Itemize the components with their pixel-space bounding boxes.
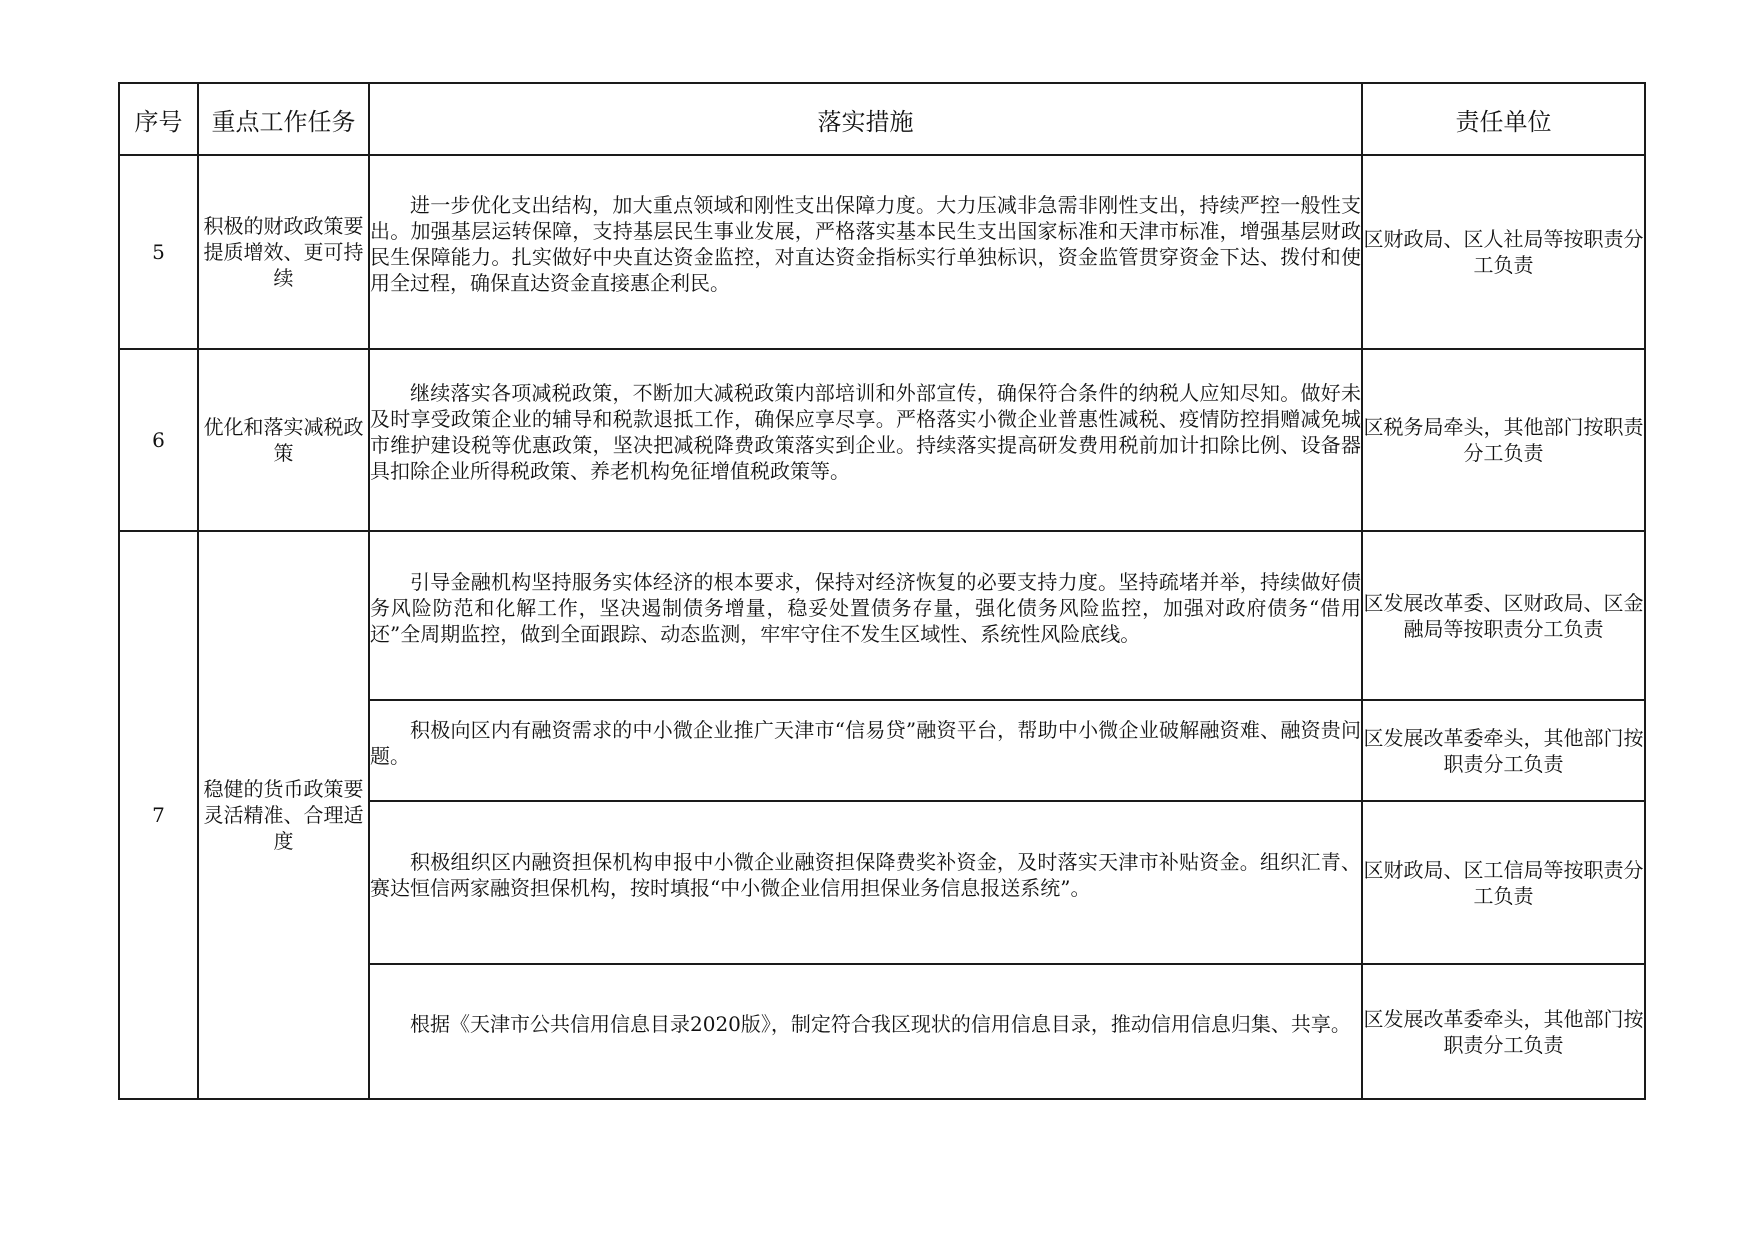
measure-text: 继续落实各项减税政策，不断加大减税政策内部培训和外部宣传，确保符合条件的纳税人应知尽知。做好未及时享受政策企业的辅导和税款退抵工作，确保应享尽享。严格落实小微企业普惠性减税、疫情防控捐赠减免城市维护建设税等优惠政策，坚决把减税降费政策落实到企业。持续落实提高研发费用税前加计扣除比例、设备器具扣除企业所得税政策、养老机构免征增值税政策等。 xyxy=(370,381,1361,483)
table-row xyxy=(119,531,1645,700)
row-number: 7 xyxy=(119,531,198,1099)
unit-cell: 区发展改革委牵头，其他部门按职责分工负责 xyxy=(1362,700,1645,801)
measure-text: 进一步优化支出结构，加大重点领域和刚性支出保障力度。大力压减非急需非刚性支出，持续严控一般性支出。加强基层运转保障，支持基层民生事业发展，严格落实基本民生支出国家标准和天津市标准，增强基层财政民生保障能力。扎实做好中央直达资金监控，对直达资金指标实行单独标识，资金监管贯穿资金下达、拨付和使用全过程，确保直达资金直接惠企利民。 xyxy=(370,193,1361,295)
measure-text: 积极向区内有融资需求的中小微企业推广天津市“信易贷”融资平台，帮助中小微企业破解融资难、融资贵问题。 xyxy=(370,717,1361,768)
table-row xyxy=(119,155,1645,349)
measure-cell xyxy=(369,801,1362,964)
measure-cell xyxy=(369,700,1362,801)
header-task: 重点工作任务 xyxy=(198,83,369,155)
header-row xyxy=(119,83,1645,155)
measure-text: 引导金融机构坚持服务实体经济的根本要求，保持对经济恢复的必要支持力度。坚持疏堵并举，持续做好债务风险防范和化解工作，坚决遏制债务增量，稳妥处置债务存量，强化债务风险监控，加强对政府债务“借用还”全周期监控，做到全面跟踪、动态监测，牢牢守住不发生区域性、系统性风险底线。 xyxy=(370,569,1361,646)
task-table xyxy=(118,82,1646,1100)
measure-cell xyxy=(369,531,1362,700)
unit-cell: 区发展改革委牵头，其他部门按职责分工负责 xyxy=(1362,964,1645,1099)
unit-cell: 区税务局牵头，其他部门按职责分工负责 xyxy=(1362,349,1645,531)
header-unit: 责任单位 xyxy=(1362,83,1645,155)
measure-cell xyxy=(369,349,1362,531)
task-cell: 稳健的货币政策要灵活精准、合理适度 xyxy=(198,531,369,1099)
row-number: 5 xyxy=(119,155,198,349)
unit-cell: 区财政局、区工信局等按职责分工负责 xyxy=(1362,801,1645,964)
table-row xyxy=(119,349,1645,531)
header-no: 序号 xyxy=(119,83,198,155)
measure-cell xyxy=(369,964,1362,1099)
task-cell: 积极的财政政策要提质增效、更可持续 xyxy=(198,155,369,349)
task-cell: 优化和落实减税政策 xyxy=(198,349,369,531)
measure-text: 根据《天津市公共信用信息目录2020版》，制定符合我区现状的信用信息目录，推动信用信息归集、共享。 xyxy=(410,1011,1351,1036)
header-measure: 落实措施 xyxy=(369,83,1362,155)
measure-text: 积极组织区内融资担保机构申报中小微企业融资担保降费奖补资金，及时落实天津市补贴资金。组织汇青、赛达恒信两家融资担保机构，按时填报“中小微企业信用担保业务信息报送系统”。 xyxy=(370,849,1361,900)
row-number: 6 xyxy=(119,349,198,531)
measure-cell xyxy=(369,155,1362,349)
unit-cell: 区财政局、区人社局等按职责分工负责 xyxy=(1362,155,1645,349)
unit-cell: 区发展改革委、区财政局、区金融局等按职责分工负责 xyxy=(1362,531,1645,700)
